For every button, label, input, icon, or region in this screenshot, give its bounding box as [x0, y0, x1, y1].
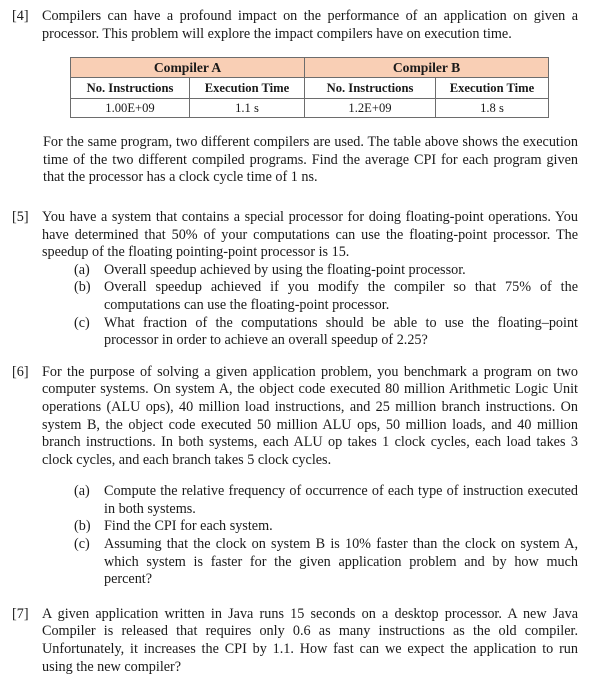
sub-question-text: Find the CPI for each system. — [104, 518, 273, 535]
table-header-row — [71, 58, 549, 78]
column-header: Execution Time — [190, 78, 305, 99]
sub-question — [74, 483, 578, 518]
sub-question-label: (c) — [74, 314, 90, 331]
sub-question-list — [74, 262, 578, 350]
sub-question — [74, 262, 578, 280]
sub-question-list — [74, 483, 578, 589]
sub-question — [74, 315, 578, 350]
compiler-a-header: Compiler A — [71, 58, 305, 78]
problem-5 — [12, 209, 578, 350]
sub-question-label: (c) — [74, 536, 90, 553]
problem-body — [42, 364, 578, 589]
sub-question — [74, 279, 578, 314]
sub-question — [74, 536, 578, 589]
problem-7 — [12, 606, 578, 676]
column-header: Execution Time — [436, 78, 549, 99]
sub-question-text: Overall speedup achieved if you modify the compiler so that 75% of the computations can use the floating-point processor. — [104, 279, 578, 313]
problem-body — [42, 606, 578, 676]
table-cell: 1.1 s — [190, 99, 305, 118]
problem-body — [42, 8, 578, 187]
sub-question-text: Overall speedup achieved by using the floating-point processor. — [104, 261, 466, 278]
sub-question-text: What fraction of the computations should be able to use the floating–point processor in order to achieve an overall speedup of 2.25? — [104, 314, 578, 349]
column-header: No. Instructions — [305, 78, 436, 99]
sub-question-label: (b) — [74, 518, 91, 535]
table-cell: 1.2E+09 — [305, 99, 436, 118]
column-header: No. Instructions — [71, 78, 190, 99]
sub-question-text: Compute the relative frequency of occurrence of each type of instruction executed in both systems. — [104, 483, 578, 517]
problem-number: [7] — [12, 605, 29, 622]
problem-number: [4] — [12, 8, 29, 24]
problem-body — [42, 209, 578, 350]
sub-question-label: (a) — [74, 261, 90, 278]
compiler-table — [70, 57, 549, 118]
table-cell: 1.00E+09 — [71, 99, 190, 118]
problem-intro: Compilers can have a profound impact on the performance of an application on given a processor. This problem will explore the impact compilers have on execution time. — [42, 8, 578, 42]
problem-6 — [12, 364, 578, 589]
table-row — [71, 99, 549, 118]
sub-question — [74, 518, 578, 536]
table-cell: 1.8 s — [436, 99, 549, 118]
problem-number: [5] — [12, 208, 29, 225]
sub-question-text: Assuming that the clock on system B is 10% faster than the clock on system A, which system is faster for the given application problem and by how much percent? — [104, 536, 578, 588]
problem-4 — [12, 8, 578, 187]
problem-intro: A given application written in Java runs 15 seconds on a desktop processor. A new Java Compiler is released that requires only 0.6 as many instructions as the old compiler. Unfortunately, it increases the CPI by 1.1. How fast can we expect the application to run using the new compiler? — [42, 605, 578, 675]
problem-intro: You have a system that contains a special processor for doing floating-point operations. You have determined that 50% of your computations can use the floating-point processor. The speedup of the floating pointing-point processor is 15. — [42, 208, 578, 261]
sub-question-label: (a) — [74, 483, 90, 500]
problem-intro: For the purpose of solving a given application problem, you benchmark a program on two computer systems. On system A, the object code executed 80 million Arithmetic Logic Unit operations (ALU ops), 40 million load instructions, and 25 million branch instructions. On system B, the object code executed 50 million ALU ops, 50 million loads, and 40 million branch instructions. In both systems, each ALU op takes 1 clock cycles, each load takes 3 clock cycles, and each branch takes 5 clock cycles. — [42, 363, 578, 468]
table-column-row — [71, 78, 549, 99]
sub-question-label: (b) — [74, 279, 91, 296]
problem-number: [6] — [12, 363, 29, 380]
problem-question: For the same program, two different compilers are used. The table above shows the execution time of the two different compiled programs. Find the average CPI for each program given that the processor has a clock cycle time of 1 ns. — [43, 134, 578, 186]
compiler-b-header: Compiler B — [305, 58, 549, 78]
